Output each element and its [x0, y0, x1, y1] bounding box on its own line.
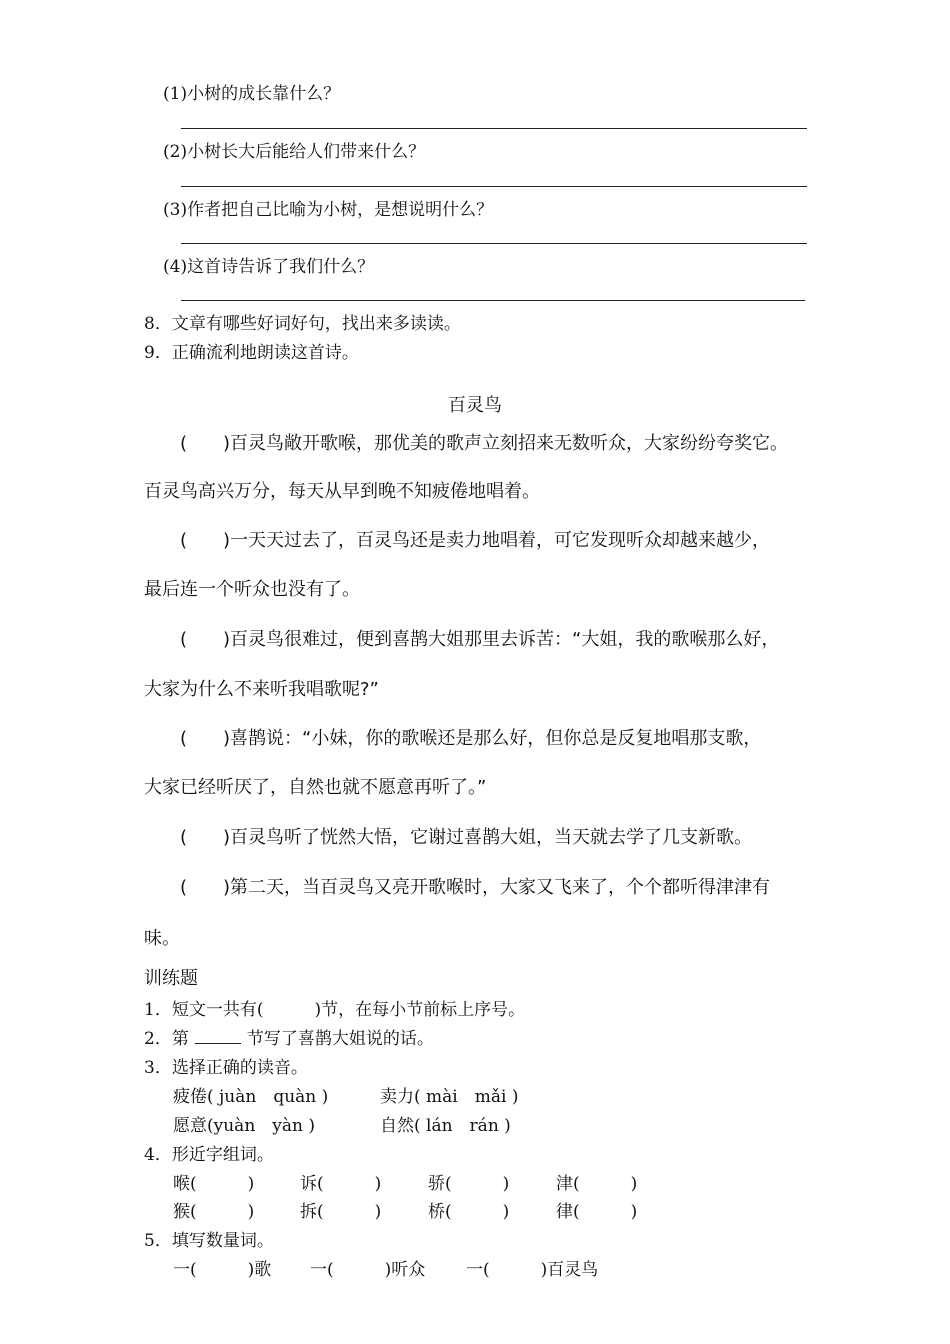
word-group-item: 桥( )	[428, 1202, 510, 1222]
training-question-5: 5．填写数量词。	[144, 1231, 274, 1251]
training-question-2-prefix: 2．第	[144, 1029, 189, 1049]
story-paragraph-3-line-1: ( )百灵鸟很难过，便到喜鹊大姐那里去诉苦：“大姐，我的歌喉那么好，	[180, 629, 780, 650]
word-group-item: 骄( )	[428, 1174, 510, 1194]
story-paragraph-2-line-1: ( )一天天过去了，百灵鸟还是卖力地唱着，可它发现听众却越来越少，	[180, 530, 771, 551]
question-8: 8．文章有哪些好词好句，找出来多读读。	[144, 314, 461, 334]
poem-question-4: (4)这首诗告诉了我们什么？	[163, 257, 375, 277]
story-paragraph-2-line-2: 最后连一个听众也没有了。	[144, 579, 360, 600]
pinyin-option: 卖力( mài mǎi )	[380, 1087, 519, 1107]
training-question-1: 1．短文一共有( )节，在每小节前标上序号。	[144, 1000, 526, 1020]
training-question-2	[144, 1024, 434, 1049]
word-group-item: 津( )	[556, 1174, 638, 1194]
poem-question-3: (3)作者把自己比喻为小树，是想说明什么？	[163, 200, 494, 220]
measure-word-item: 一( )听众	[310, 1260, 426, 1280]
measure-word-item: 一( )歌	[173, 1260, 272, 1280]
answer-line-1[interactable]	[181, 128, 807, 129]
answer-line-4[interactable]	[181, 300, 805, 301]
poem-question-1: (1)小树的成长靠什么？	[163, 84, 341, 104]
word-group-item: 拆( )	[300, 1202, 382, 1222]
training-question-3: 3．选择正确的读音。	[144, 1058, 308, 1078]
story-paragraph-6-line-1: ( )第二天，当百灵鸟又亮开歌喉时，大家又飞来了，个个都听得津津有	[180, 877, 771, 898]
word-group-item: 诉( )	[300, 1174, 382, 1194]
word-group-item: 喉( )	[173, 1174, 255, 1194]
story-paragraph-1-line-1: ( )百灵鸟敞开歌喉，那优美的歌声立刻招来无数听众，大家纷纷夸奖它。	[180, 433, 789, 454]
story-paragraph-4-line-1: ( )喜鹊说：“小妹，你的歌喉还是那么好，但你总是反复地唱那支歌，	[180, 728, 762, 749]
measure-word-item: 一( )百灵鸟	[466, 1260, 599, 1280]
answer-line-2[interactable]	[181, 186, 807, 187]
story-paragraph-4-line-2: 大家已经听厌了，自然也就不愿意再听了。”	[144, 777, 487, 798]
word-group-item: 猴( )	[173, 1202, 255, 1222]
training-heading: 训练题	[144, 968, 198, 989]
pinyin-option: 愿意(yuàn yàn )	[173, 1116, 315, 1136]
training-question-2-suffix: 节写了喜鹊大姐说的话。	[246, 1029, 434, 1049]
story-title: 百灵鸟	[448, 395, 502, 416]
question-9: 9．正确流利地朗读这首诗。	[144, 343, 359, 363]
answer-line-3[interactable]	[181, 243, 807, 244]
pinyin-option: 疲倦( juàn quàn )	[173, 1087, 329, 1107]
training-question-4: 4．形近字组词。	[144, 1145, 274, 1165]
poem-question-2: (2)小树长大后能给人们带来什么？	[163, 142, 426, 162]
word-group-item: 律( )	[556, 1202, 638, 1222]
story-paragraph-5-line-1: ( )百灵鸟听了恍然大悟，它谢过喜鹊大姐，当天就去学了几支新歌。	[180, 827, 753, 848]
story-paragraph-1-line-2: 百灵鸟高兴万分，每天从早到晚不知疲倦地唱着。	[144, 481, 540, 502]
story-paragraph-3-line-2: 大家为什么不来听我唱歌呢?”	[144, 679, 379, 700]
fill-blank[interactable]	[195, 1029, 241, 1044]
pinyin-option: 自然( lán rán )	[380, 1116, 511, 1136]
story-paragraph-6-line-2: 味。	[144, 928, 180, 949]
